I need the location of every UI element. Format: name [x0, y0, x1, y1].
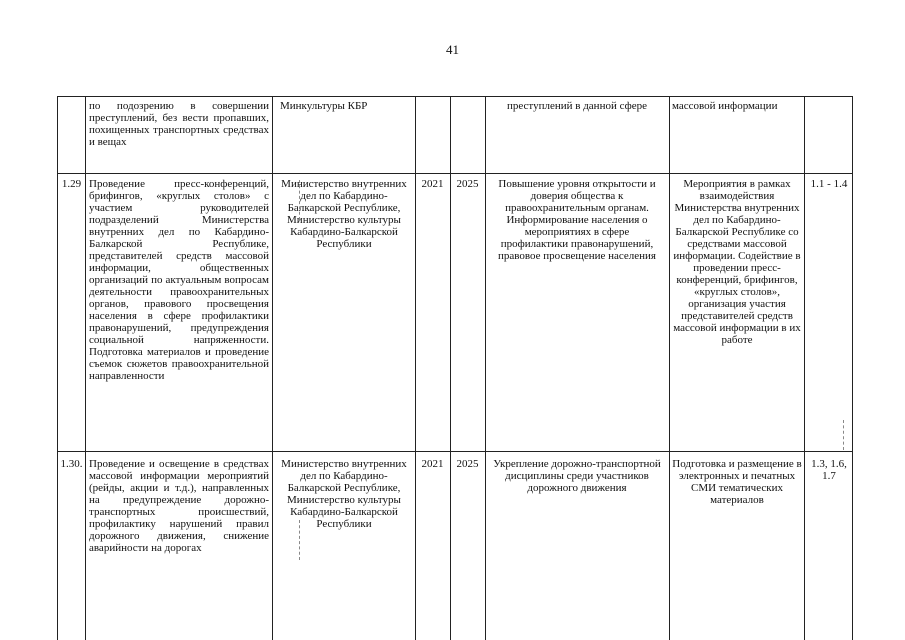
column-divider — [669, 97, 670, 640]
implementation-mechanism: Мероприятия в рамках взаимодействия Министерства внутренних дел по Кабардино-Балкарской Республике со средствами массовой информации. Содействие в проведении пресс-конференций, брифингов, «круглых столов», организация участия представителей средств массовой информации в их работе — [673, 178, 801, 346]
related-indicators: 1.3, 1.6, 1.7 — [811, 458, 847, 482]
implementation-mechanism: Подготовка и размещение в электронных и печатных СМИ тематических материалов — [672, 458, 802, 506]
column-divider — [485, 97, 486, 640]
event-description: Проведение и освещение в средствах массовой информации мероприятий (рейды, акции и т.д.), направленных на предупреждение дорожно-транспортных происшествий, профилактику нарушений правил дорожного движения, снижение аварийности на дорогах — [89, 458, 269, 554]
scan-artifact — [299, 180, 300, 220]
row-divider — [58, 173, 852, 174]
scan-artifact — [843, 420, 844, 450]
executor: Минкультуры КБР — [280, 100, 368, 112]
implementation-mechanism: массовой информации — [672, 100, 778, 112]
expected-result: Укрепление дорожно-транспортной дисциплины среди участников дорожного движения — [493, 458, 661, 494]
event-description: по подозрению в совершении преступлений, без вести пропавших, похищенных транспортных средствах и вещах — [89, 100, 269, 148]
end-year: 2025 — [456, 458, 479, 470]
related-indicators: 1.1 - 1.4 — [810, 178, 848, 190]
row-divider — [58, 451, 852, 452]
start-year: 2021 — [421, 178, 444, 190]
column-divider — [272, 97, 273, 640]
column-divider — [85, 97, 86, 640]
executor: Министерство внутренних дел по Кабардино-Балкарской Республике, Министерство культуры Кабардино-Балкарской Республики — [281, 458, 407, 530]
end-year: 2025 — [456, 178, 479, 190]
start-year: 2021 — [421, 458, 444, 470]
scan-artifact — [299, 520, 300, 560]
expected-result: Повышение уровня открытости и доверия общества к правоохранительным органам. Информирование населения о мероприятиях в сфере профилактики правонарушений, правовое просвещение населения — [498, 178, 656, 262]
page-number: 41 — [446, 42, 459, 57]
row-number: 1.30. — [60, 458, 83, 470]
executor: Министерство внутренних дел по Кабардино-Балкарской Республике, Министерство культуры Кабардино-Балкарской Республики — [281, 178, 407, 250]
expected-result: преступлений в данной сфере — [507, 100, 647, 112]
measures-table — [57, 96, 853, 640]
row-number: 1.29 — [61, 178, 82, 190]
event-description: Проведение пресс-конференций, брифингов, «круглых столов» с участием руководителей подразделений Министерства внутренних дел по Кабардино-Балкарской Республике, представителей средств массовой информации, общественных организаций по актуальным вопросам деятельности правоохранительных органов, правового просвещения населения в сфере профилактики правонарушений, предупреждения социальной напряженности. Подготовка материалов и проведение съемок сюжетов правоохранительной направленности — [89, 178, 269, 382]
